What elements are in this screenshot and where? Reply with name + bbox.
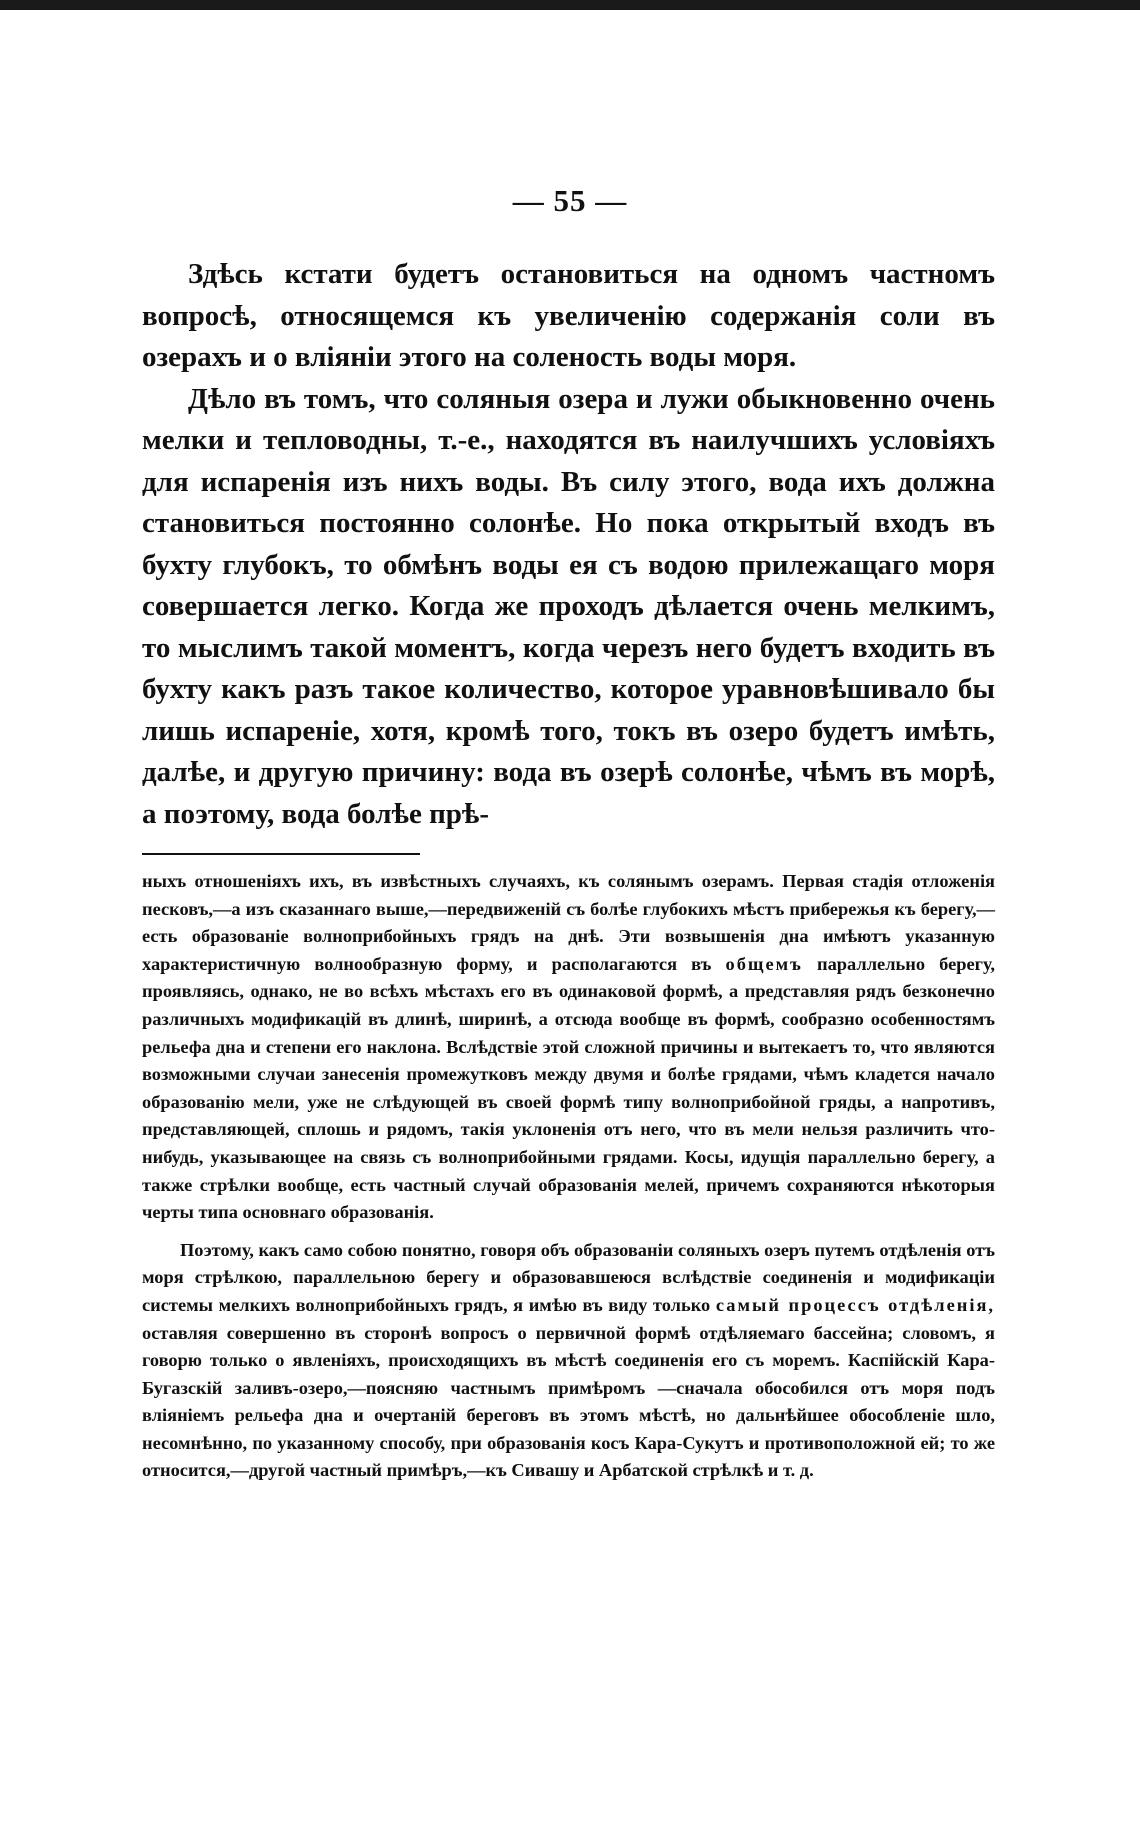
footnote-paragraph-1 [142, 868, 995, 1227]
footnote-1-emphasis: общемъ [725, 953, 803, 974]
footnote-paragraph-2 [142, 1237, 995, 1485]
main-paragraph-1: Здѣсь кстати будетъ остановиться на одномъ частномъ вопросѣ, относящемся къ увеличенію содержанія соли въ озерахъ и о вліяніи этого на соленость воды моря. [142, 258, 995, 373]
footnote-divider [142, 853, 420, 855]
footnote-1-text-a: ныхъ отношеніяхъ ихъ, въ извѣстныхъ случаяхъ, къ солянымъ озерамъ. Первая стадія отложенія песковъ,—а изъ сказаннаго выше,—передвиженій съ болѣе глубокихъ мѣстъ прибережья къ берегу,—есть образованіе волноприбойныхъ грядъ на днѣ. Эти возвышенія дна имѣютъ указанную характеристичную волнообразную форму, и располагаются въ [142, 871, 995, 974]
footnote-2-text-a: Поэтому, какъ само собою понятно, говоря объ образованіи соляныхъ озеръ путемъ отдѣленія отъ моря стрѣлкою, параллельною берегу и образовавшеюся вслѣдствіе соединенія и модификаціи системы мелкихъ волноприбойныхъ грядъ, я имѣю въ виду только [142, 1239, 995, 1315]
footnote-1-text-b: параллельно берегу, проявляясь, однако, не во всѣхъ мѣстахъ его въ одинаковой формѣ, а представляя рядъ безконечно различныхъ модификацій въ длинѣ, ширинѣ, а отсюда вообще въ формѣ, сообразно особенностямъ рельефа дна и степени его наклона. Вслѣдствіе этой сложной причины и вытекаетъ то, что являются возможными случаи занесенія промежутковъ между двумя и болѣе грядами, чѣмъ кладется начало образованію мели, уже не слѣдующей въ своей формѣ типу волноприбойной гряды, а напротивъ, представляющей, сплошь и рядомъ, такія уклоненія отъ него, что въ мели нельзя различить что-нибудь, указывающее на связь съ волноприбойными грядами. Косы, идущія параллельно берегу, а также стрѣлки вообще, есть частный случай образованія мелей, причемъ сохраняются нѣкоторыя черты типа основнаго образованія. [142, 953, 995, 1223]
footnote-2-text-b: оставляя совершенно въ сторонѣ вопросъ о первичной формѣ отдѣляемаго бассейна; словомъ, я говорю только о явленіяхъ, происходящихъ въ мѣстѣ соединенія его съ моремъ. Каспійскій Кара-Бугазскій заливъ-озеро,—поясняю частнымъ примѣромъ —сначала обособился отъ моря подъ вліяніемъ рельефа дна и очертаній береговъ въ этомъ мѣстѣ, но дальнѣйшее обособленіе шло, несомнѣнно, по указанному способу, при образованія косъ Кара-Сукутъ и противоположной ей; то же относится,—другой частный примѣръ,—къ Сивашу и Арбатской стрѣлкѣ и т. д. [142, 1322, 995, 1481]
footnote-2-emphasis: самый процессъ отдѣленія, [715, 1294, 995, 1315]
main-paragraph-2: Дѣло въ томъ, что соляныя озера и лужи обыкновенно очень мелки и тепловодны, т.-е., находятся въ наилучшихъ условіяхъ для испаренія изъ нихъ воды. Въ силу этого, вода ихъ должна становиться постоянно солонѣе. Но пока открытый входъ въ бухту глубокъ, то обмѣнъ воды ея съ водою прилежащаго моря совершается легко. Когда же проходъ дѣлается очень мелкимъ, то мыслимъ такой моментъ, когда черезъ него будетъ входить въ бухту какъ разъ такое количество, которое уравновѣшивало бы лишь испареніе, хотя, кромѣ того, токъ въ озеро будетъ имѣть, далѣе, и другую причину: вода въ озерѣ солонѣе, чѣмъ въ морѣ, а поэтому, вода болѣе прѣ- [142, 382, 995, 830]
page-number: — 55 — [512, 183, 628, 218]
main-text [142, 254, 995, 835]
scan-edge-border [0, 0, 1140, 10]
footnotes [142, 868, 995, 1485]
